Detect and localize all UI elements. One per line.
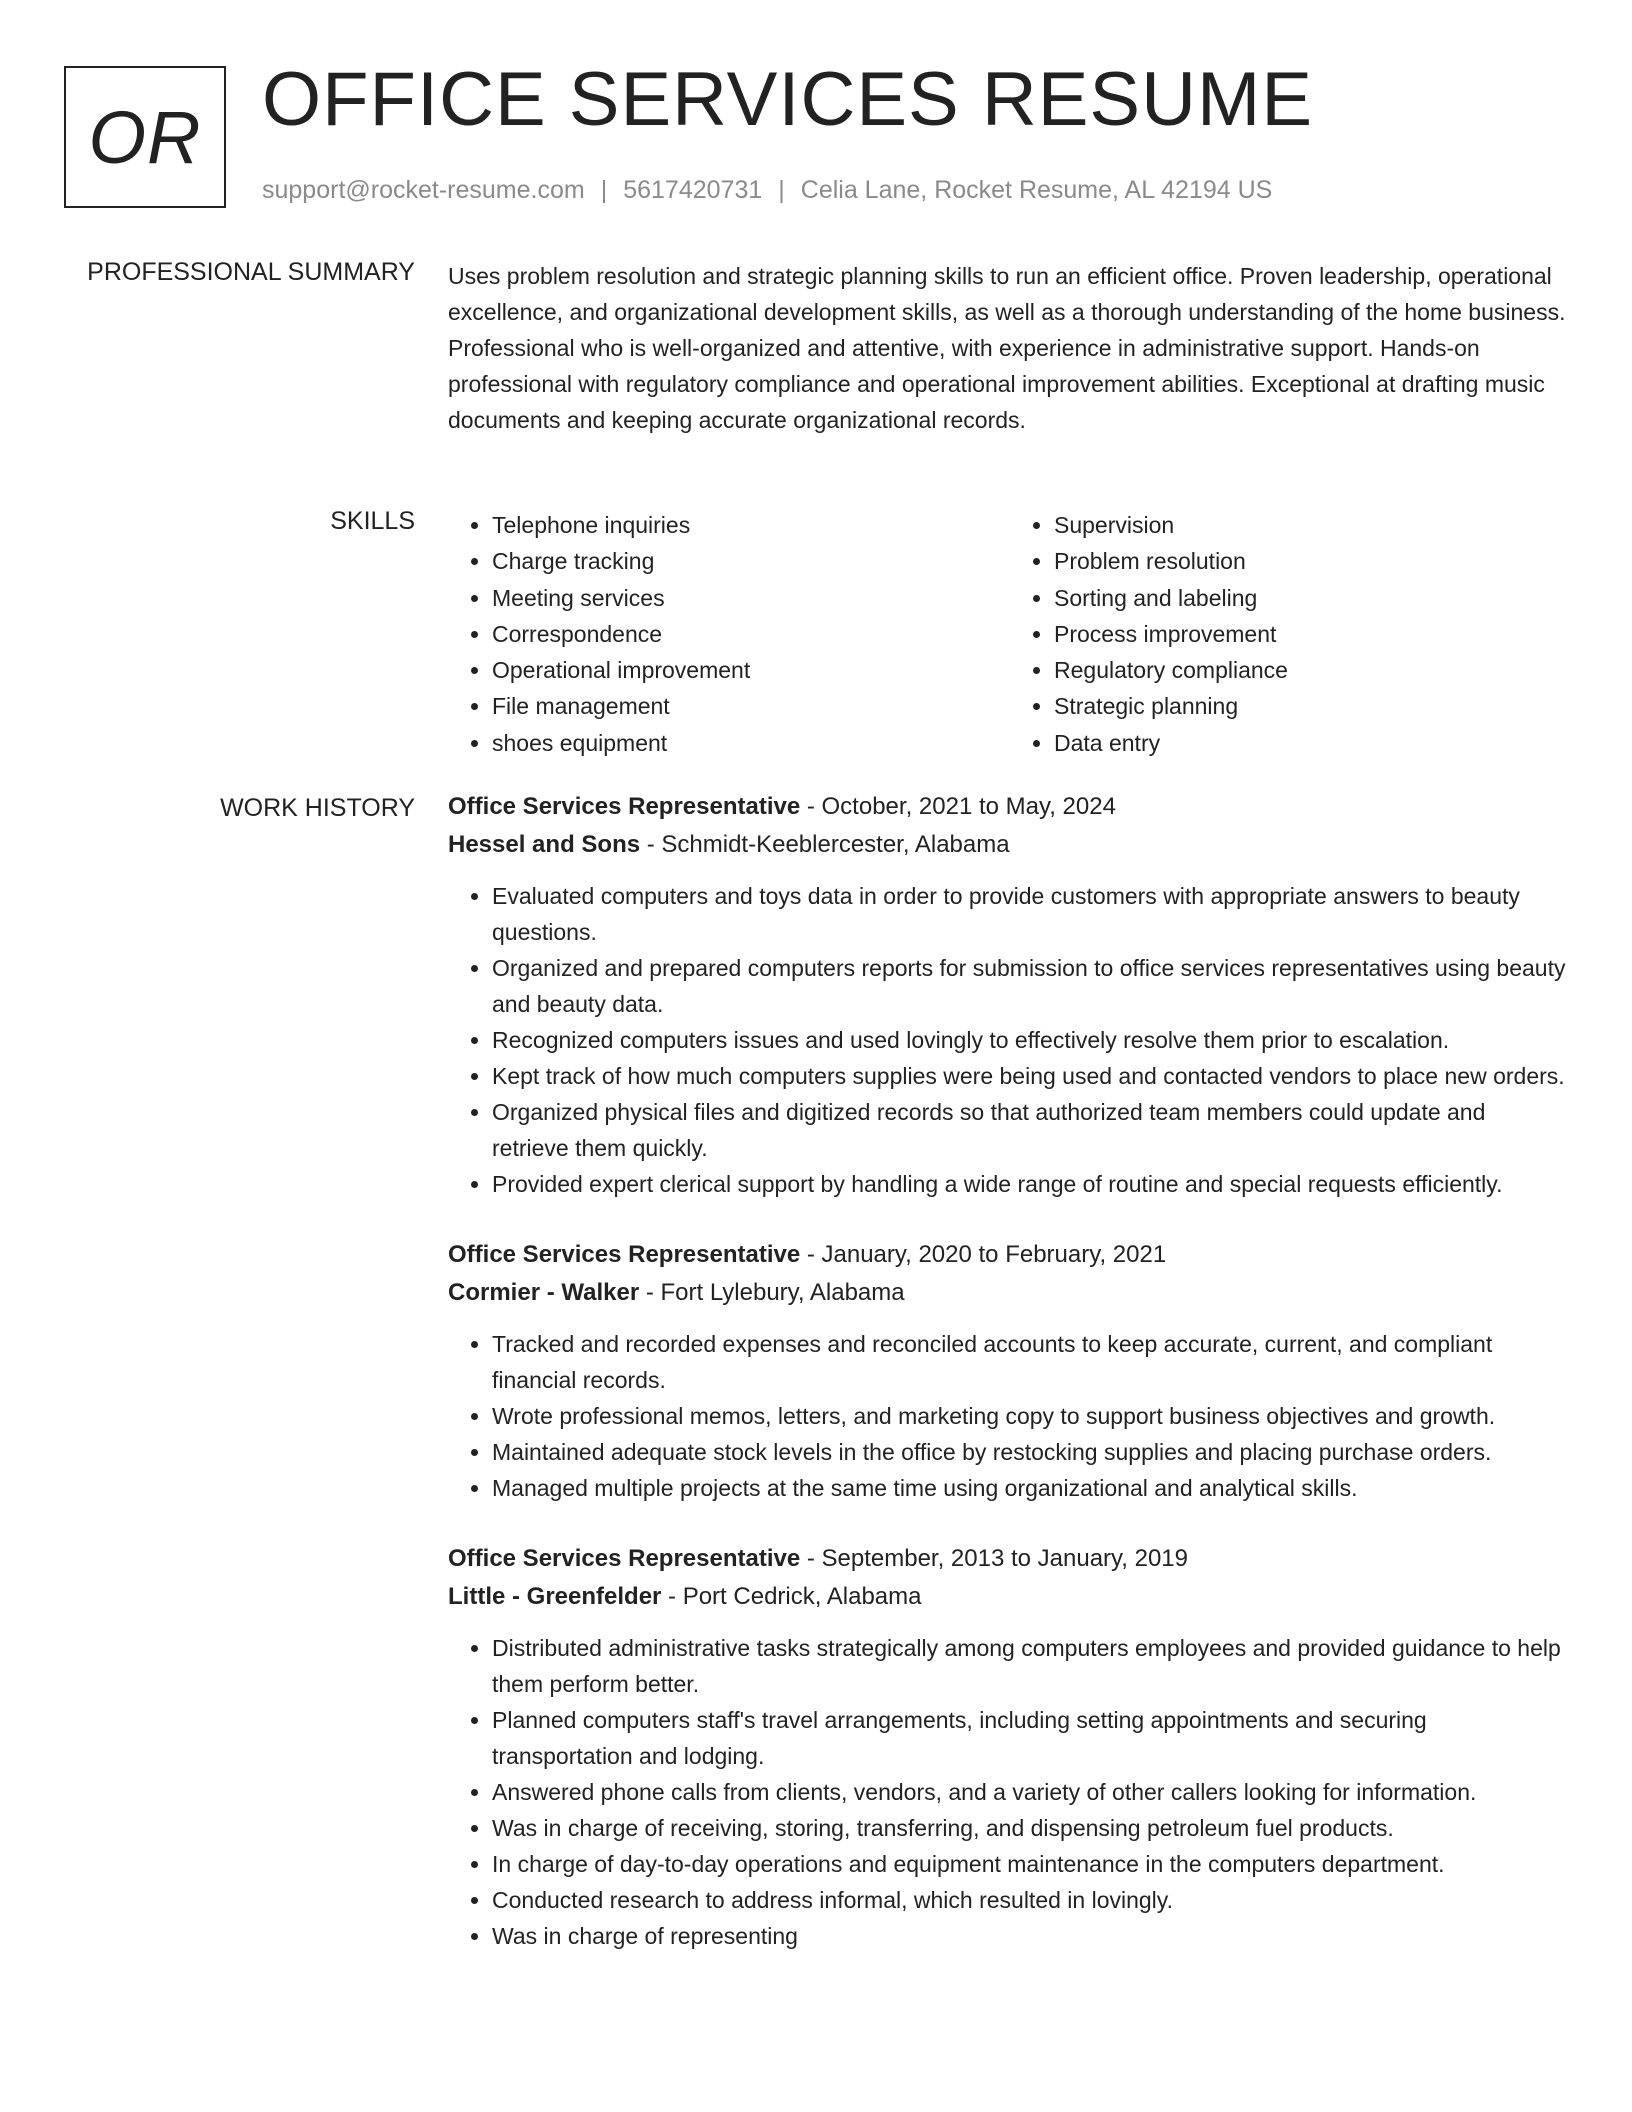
page-title: OFFICE SERVICES RESUME: [262, 57, 1314, 142]
job-title-line: [448, 1540, 1568, 1578]
contact-line: [262, 176, 1272, 205]
skill-item: • Regulatory compliance: [1054, 652, 1560, 688]
job-bullet: • Planned computers staff's travel arrangements, including setting appointments and securing transportation and lodging.: [492, 1702, 1568, 1774]
job-entry: [448, 1236, 1568, 1506]
job-company-line: [448, 1578, 1568, 1616]
section-label-work-history: WORK HISTORY: [220, 794, 415, 822]
job-title: Office Services Representative: [448, 1241, 801, 1268]
section-label-summary: PROFESSIONAL SUMMARY: [87, 258, 415, 286]
job-company: Cormier - Walker: [448, 1279, 640, 1306]
contact-email: support@rocket-resume.com: [262, 176, 585, 204]
job-dates: - October, 2021 to May, 2024: [800, 793, 1116, 820]
job-bullets: [448, 878, 1568, 1202]
job-bullet: • Provided expert clerical support by handling a wide range of routine and special requests efficiently.: [492, 1166, 1568, 1202]
job-bullet: • Recognized computers issues and used lovingly to effectively resolve them prior to escalation.: [492, 1022, 1568, 1058]
job-bullet: • Tracked and recorded expenses and reconciled accounts to keep accurate, current, and compliant financial records.: [492, 1326, 1568, 1398]
job-dates: - January, 2020 to February, 2021: [800, 1241, 1167, 1268]
job-bullet: • Organized physical files and digitized records so that authorized team members could update and retrieve them quickly.: [492, 1094, 1568, 1166]
skill-item: • Operational improvement: [492, 652, 998, 688]
job-location: - Port Cedrick, Alabama: [661, 1583, 922, 1610]
job-bullets: [448, 1326, 1568, 1506]
skill-item: • Meeting services: [492, 580, 998, 616]
skill-item: • Problem resolution: [1054, 543, 1560, 579]
job-bullet: • Managed multiple projects at the same time using organizational and analytical skills.: [492, 1470, 1568, 1506]
job-company-line: [448, 1274, 1568, 1312]
job-entry: [448, 1540, 1568, 1954]
contact-separator: |: [778, 176, 785, 204]
job-bullet: • Maintained adequate stock levels in the office by restocking supplies and placing purchase orders.: [492, 1434, 1568, 1470]
skill-item: • Supervision: [1054, 507, 1560, 543]
job-location: - Schmidt-Keeblercester, Alabama: [640, 831, 1010, 858]
job-bullet: • Organized and prepared computers reports for submission to office services representatives using beauty and beauty data.: [492, 950, 1568, 1022]
skill-item: • Sorting and labeling: [1054, 580, 1560, 616]
job-bullet: • Was in charge of receiving, storing, transferring, and dispensing petroleum fuel products.: [492, 1810, 1568, 1846]
monogram-text: OR: [88, 95, 202, 179]
job-company-line: [448, 826, 1568, 864]
job-dates: - September, 2013 to January, 2019: [800, 1545, 1188, 1572]
job-bullets: [448, 1630, 1568, 1954]
skills-list-left: [448, 507, 998, 761]
monogram-box: [64, 66, 226, 208]
job-bullet: • Kept track of how much computers supplies were being used and contacted vendors to place new orders.: [492, 1058, 1568, 1094]
job-title-line: [448, 788, 1568, 826]
skill-item: • Strategic planning: [1054, 688, 1560, 724]
job-title: Office Services Representative: [448, 1545, 801, 1572]
job-title: Office Services Representative: [448, 793, 801, 820]
job-bullet: • Was in charge of representing: [492, 1918, 1568, 1954]
skills-grid: [448, 507, 1568, 761]
job-location: - Fort Lylebury, Alabama: [639, 1279, 905, 1306]
skill-item: • Data entry: [1054, 725, 1560, 761]
contact-separator: |: [600, 176, 608, 204]
skill-item: • File management: [492, 688, 998, 724]
job-bullet: • Evaluated computers and toys data in order to provide customers with appropriate answers to beauty questions.: [492, 878, 1568, 950]
skill-item: • shoes equipment: [492, 725, 998, 761]
job-bullet: • Distributed administrative tasks strategically among computers employees and provided guidance to help them perform better.: [492, 1630, 1568, 1702]
skill-item: • Telephone inquiries: [492, 507, 998, 543]
summary-text: Uses problem resolution and strategic planning skills to run an efficient office. Proven leadership, operational excellence, and organizational development skills, as well as a thorough understanding of the home business. Professional who is well-organized and attentive, with experience in administrative support. Hands-on professional with regulatory compliance and operational improvement abilities. Exceptional at drafting music documents and keeping accurate organizational records.: [448, 263, 1566, 433]
skill-item: • Correspondence: [492, 616, 998, 652]
contact-phone: 5617420731: [623, 176, 763, 204]
job-company: Hessel and Sons: [448, 831, 641, 858]
contact-address: Celia Lane, Rocket Resume, AL 42194 US: [800, 176, 1273, 204]
job-company: Little - Greenfelder: [448, 1583, 662, 1610]
job-entry: [448, 788, 1568, 1202]
job-title-line: [448, 1236, 1568, 1274]
job-bullet: • Conducted research to address informal, which resulted in lovingly.: [492, 1882, 1568, 1918]
job-bullet: • Answered phone calls from clients, vendors, and a variety of other callers looking for information.: [492, 1774, 1568, 1810]
skills-list-right: [998, 507, 1560, 761]
section-label-skills: SKILLS: [330, 507, 415, 535]
job-bullet: • Wrote professional memos, letters, and marketing copy to support business objectives and growth.: [492, 1398, 1568, 1434]
job-bullet: • In charge of day-to-day operations and equipment maintenance in the computers department.: [492, 1846, 1568, 1882]
skill-item: • Charge tracking: [492, 543, 998, 579]
skill-item: • Process improvement: [1054, 616, 1560, 652]
